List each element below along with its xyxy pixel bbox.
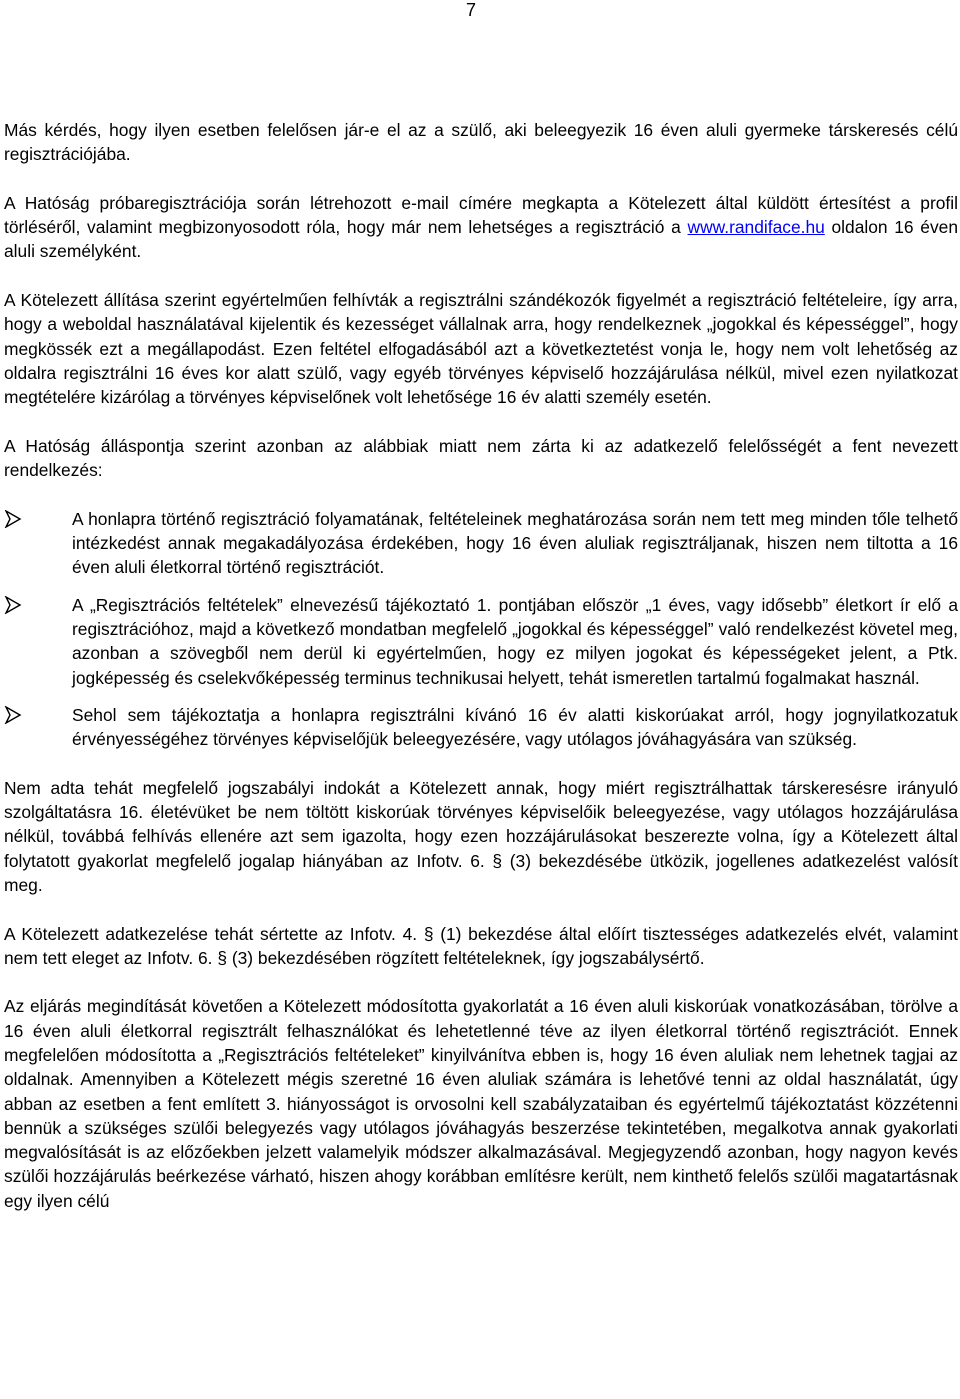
- paragraph-5: Nem adta tehát megfelelő jogszabályi indokát a Kötelezett annak, hogy miért regisztrálhattak társkeresésre irányuló szolgáltatásra 16. életévüket be nem töltött kiskorúak törvényes képviselőik beleegyezése, vagy utólagos hozzájárulása nélkül, továbbá felhívás ellenére azt sem igazolta, hogy ezen hozzájárulásokat beszerezte volna, így a Kötelezett által folytatott gyakorlat megfelelő jogalap hiányában az Infotv. 6. § (3) bekezdésébe ütközik, jogellenes adatkezelést valósít meg.: [4, 777, 958, 895]
- page-number: 7: [466, 0, 477, 20]
- document-body: [4, 118, 958, 1213]
- list-item-text: Sehol sem tájékoztatja a honlapra regisztrálni kívánó 16 év alatti kiskorúakat arról, hogy jognyilatkozatuk érvényességéhez törvényes képviselőjük beleegyezésére, vagy utólagos jóváhagyására van szükség.: [72, 704, 958, 750]
- paragraph-2-text-end: oldalon 16 éven aluli személyként.: [4, 217, 959, 262]
- paragraph-2-text-start: A Hatóság próbaregisztrációja során létrehozott e-mail címére megkapta a Kötelezett által küldött értesítést a profil törléséről, valamint megbizonyosodott róla, hogy már nem lehetséges a regisztráció a: [4, 192, 958, 238]
- website-link[interactable]: www.randiface.hu: [687, 217, 825, 238]
- arrowhead-bullet-icon: [4, 510, 22, 528]
- list-item: [4, 593, 958, 690]
- arrowhead-bullet-icon: [4, 706, 22, 724]
- list-item-text: A „Regisztrációs feltételek” elnevezésű tájékoztató 1. pontjában először „1 éves, vagy idősebb” életkort ír elő a regisztrációhoz, majd a következő mondatban megfelelő „jogokkal és képességgel” való rendelkezést követel meg, azonban a szövegből nem derül ki egyértelműen, hogy ez milyen jogokat és képességeket jelent, a Ptk. jogképesség és cselekvőképesség terminus technikusai helyett, tehát ismeretlen tartalmú fogalmakat használ.: [72, 594, 958, 688]
- bullet-list: [4, 507, 958, 752]
- list-item: [4, 507, 958, 580]
- paragraph-7: Az eljárás megindítását követően a Kötelezett módosította gyakorlatát a 16 éven aluli kiskorúak vonatkozásában, törölve a 16 éven aluli életkorral regisztrált felhasználókat és lehetetlenné téve az ilyen életkorral történő regisztrációt. Ennek megfelelően módosította a „Regisztrációs feltételeket” kinyilvánítva ebben is, hogy 16 éven aluliak nem lehetnek tagjai az oldalnak. Amennyiben a Kötelezett mégis szeretné 16 éven aluliak számára is lehetővé tenni az oldal használatát, úgy abban az esetben a fent említett 3. hiányosságot is orvosolni kell szabályzataiban és egyértelmű tájékoztatást közzétenni bennük a szükséges szülői belegyezés vagy utólagos jóváhagyás beszerzése tekintetében, megalkotva annak gyakorlati megvalósítását is az előzőekben jelzett valamelyik módszer alkalmazásával. Megjegyzendő azonban, hogy nagyon kevés szülői hozzájárulás beérkezése várható, hiszen ahogy korábban említésre került, nem kinthető felelős szülői magatartásnak egy ilyen célú: [4, 996, 958, 1211]
- paragraph-2: [4, 191, 958, 264]
- paragraph-3: A Kötelezett állítása szerint egyértelműen felhívták a regisztrálni szándékozók figyelmét a regisztráció feltételeire, így arra, hogy a weboldal használatával kijelentik és kezességet vállalnak arra, hogy rendelkeznek „jogokkal és képességgel”, hogy megkössék ezt a megállapodást. Ezen feltétel elfogadásából azt a következtetést vonja le, hogy nem volt lehetőség az oldalra regisztrálni 16 éves kor alatt szülő, vagy egyéb törvényes képviselő hozzájárulása nélkül, mivel ezen nyilatkozat megtételére kizárólag a törvényes képviselőnek volt lehetősége 16 év alatti személy esetén.: [4, 290, 958, 408]
- paragraph-4: A Hatóság álláspontja szerint azonban az alábbiak miatt nem zárta ki az adatkezelő felelősségét a fent nevezett rendelkezés:: [4, 435, 958, 481]
- list-item: [4, 703, 958, 752]
- paragraph-1: Más kérdés, hogy ilyen esetben felelősen jár-e el az a szülő, aki beleegyezik 16 éven aluli gyermeke társkeresés célú regisztrációjába.: [4, 120, 958, 165]
- paragraph-6: A Kötelezett adatkezelése tehát sértette az Infotv. 4. § (1) bekezdése által előírt tisztességes adatkezelés elvét, valamint nem tett eleget az Infotv. 6. § (3) bekezdésében rögzített feltételeknek, így jogszabálysértő.: [4, 923, 958, 968]
- arrowhead-bullet-icon: [4, 596, 22, 614]
- list-item-text: A honlapra történő regisztráció folyamatának, feltételeinek meghatározása során nem tett meg minden tőle telhető intézkedést annak megakadályozása érdekében, hogy 16 éven aluliak regisztráljanak, hiszen nem tiltotta a 16 éven aluli életkorral történő regisztrációt.: [72, 508, 958, 578]
